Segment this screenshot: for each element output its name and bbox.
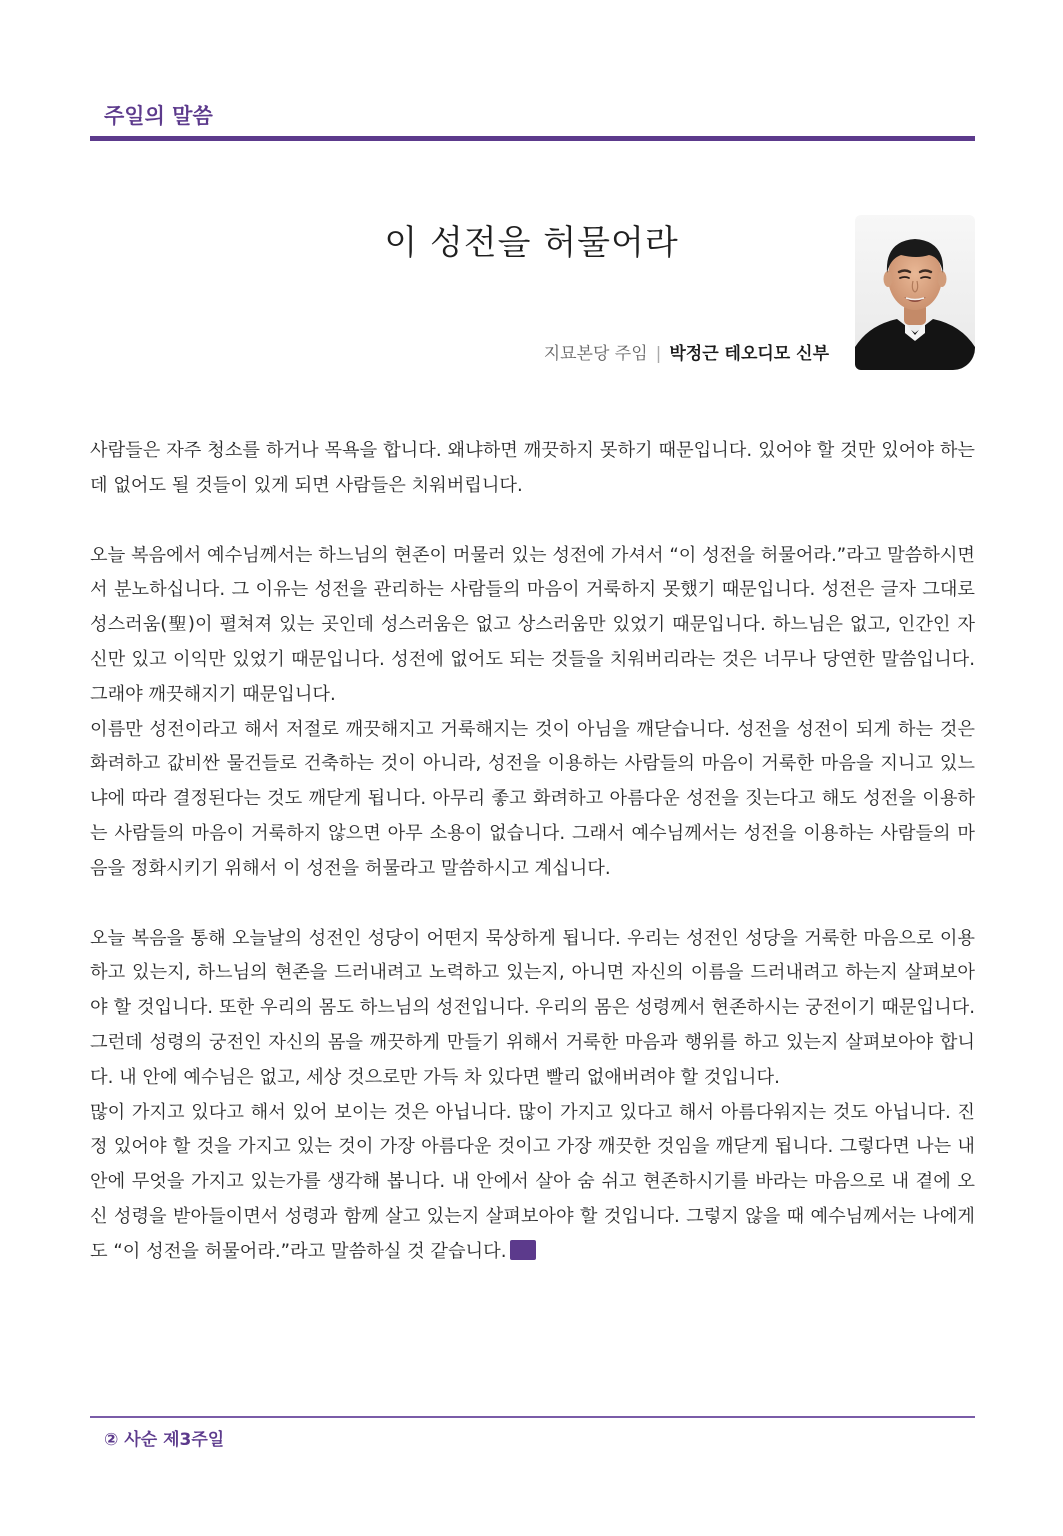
header-rule xyxy=(90,136,975,141)
author-portrait xyxy=(855,215,975,370)
paragraph: 오늘 복음을 통해 오늘날의 성전인 성당이 어떤지 묵상하게 됩니다. 우리는 성전인 성당을 거룩한 마음으로 이용하고 있는지, 하느님의 현존을 드러내려고 노력하고 있는지, 아니면 자신의 이름을 드러내려고 하는지 살펴보아야 할 것입니다. 또한 우리의 몸도 하느님의 성전입니다. 우리의 몸은 성령께서 현존하시는 궁전이기 때문입니다. 그런데 성령의 궁전인 자신의 몸을 깨끗하게 만들기 위해서 거룩한 마음과 행위를 하고 있는지 살펴보아야 합니다. 내 안에 예수님은 없고, 세상 것으로만 가득 차 있다면 빨리 없애버려야 할 것입니다. xyxy=(90,927,975,1088)
portrait-illustration xyxy=(855,215,975,370)
author-name: 박정근 테오디모 신부 xyxy=(669,344,829,364)
byline xyxy=(544,339,829,364)
article-title: 이 성전을 허물어라 xyxy=(384,223,679,263)
end-mark-icon xyxy=(510,1240,536,1260)
paragraph: 사람들은 자주 청소를 하거나 목욕을 합니다. 왜냐하면 깨끗하지 못하기 때문입니다. 있어야 할 것만 있어야 하는데 없어도 될 것들이 있게 되면 사람들은 치워버립니다. xyxy=(90,440,975,496)
footer-label: ② 사순 제3주일 xyxy=(104,1430,225,1450)
last-paragraph xyxy=(90,1096,975,1270)
footer-rule xyxy=(90,1416,975,1418)
paragraph: 이름만 성전이라고 해서 저절로 깨끗해지고 거룩해지는 것이 아님을 깨닫습니다. 성전을 성전이 되게 하는 것은 화려하고 값비싼 물건들로 건축하는 것이 아니라, 성전을 이용하는 사람들의 마음이 거룩한 마음을 지니고 있느냐에 따라 결정된다는 것도 깨닫게 됩니다. 아무리 좋고 화려하고 아름다운 성전을 짓는다고 해도 성전을 이용하는 사람들의 마음이 거룩하지 않으면 아무 소용이 없습니다. 그래서 예수님께서는 성전을 이용하는 사람들의 마음을 정화시키기 위해서 이 성전을 허물라고 말씀하시고 계십니다. xyxy=(90,718,975,879)
byline-separator: | xyxy=(655,344,662,364)
author-role: 지묘본당 주임 xyxy=(543,344,648,364)
paragraph: 많이 가지고 있다고 해서 있어 보이는 것은 아닙니다. 많이 가지고 있다고 해서 아름다워지는 것도 아닙니다. 진정 있어야 할 것을 가지고 있는 것이 가장 아름다운 것이고 가장 깨끗한 것임을 깨닫게 됩니다. 그렇다면 나는 내 안에 무엇을 가지고 있는가를 생각해 봅니다. 내 안에서 살아 숨 쉬고 현존하시기를 바라는 마음으로 내 곁에 오신 성령을 받아들이면서 성령과 함께 살고 있는지 살펴보아야 할 것입니다. 그렇지 않을 때 예수님께서는 나에게도 “이 성전을 허물어라.”라고 말씀하실 것 같습니다. xyxy=(90,1101,975,1262)
article-body xyxy=(90,434,975,1270)
section-label: 주일의 말씀 xyxy=(104,104,213,128)
paragraph: 오늘 복음에서 예수님께서는 하느님의 현존이 머물러 있는 성전에 가셔서 “이 성전을 허물어라.”라고 말씀하시면서 분노하십니다. 그 이유는 성전을 관리하는 사람들의 마음이 거룩하지 못했기 때문입니다. 성전은 글자 그대로 성스러움(聖)이 펼쳐져 있는 곳인데 성스러움은 없고 상스러움만 있었기 때문입니다. 하느님은 없고, 인간인 자신만 있고 이익만 있었기 때문입니다. 성전에 없어도 되는 것들을 치워버리라는 것은 너무나 당연한 말씀입니다. 그래야 깨끗해지기 때문입니다. xyxy=(90,544,975,705)
